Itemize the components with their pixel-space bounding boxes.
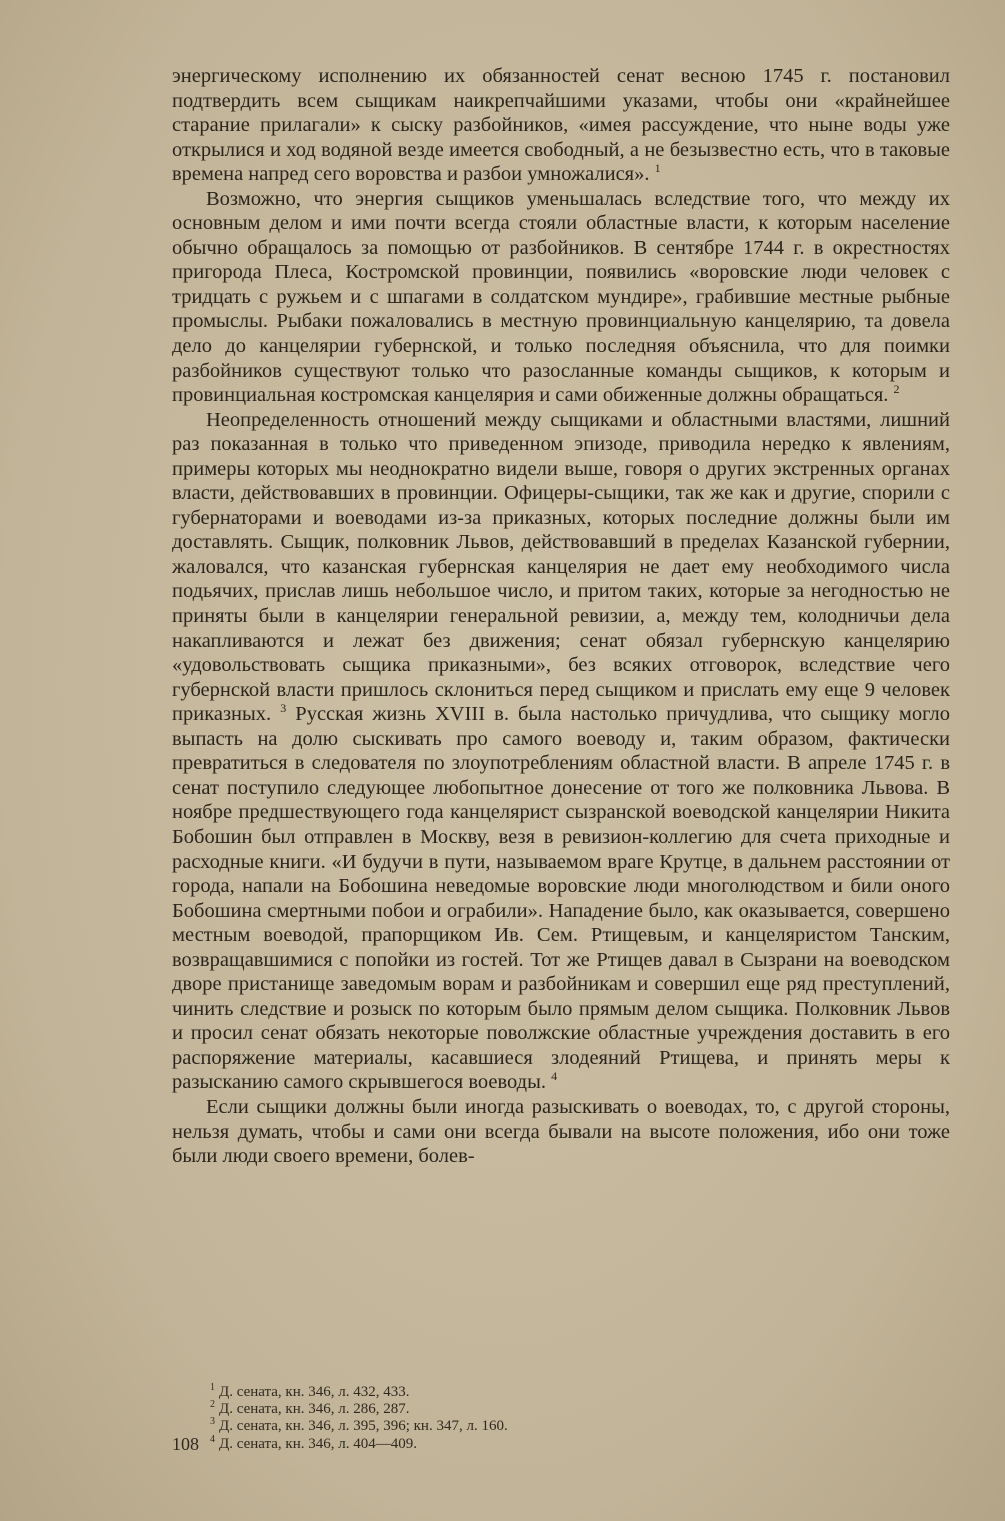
- footnote-text: Д. сената, кн. 346, л. 432, 433.: [219, 1384, 410, 1400]
- footnote-2: [210, 1401, 770, 1418]
- footnote-3: [210, 1418, 770, 1435]
- footnote-ref[interactable]: 1: [654, 161, 661, 176]
- footnote-4: [210, 1433, 770, 1453]
- footnote-text: Д. сената, кн. 346, л. 286, 287.: [219, 1401, 410, 1418]
- paragraph-text: Возможно, что энергия сыщиков уменьшалась вследствие того, что между их основным делом и ими почти всегда стояли областные власти, к которым население обычно обращалось за помощью от разбойников. В сентябре 1744 г. в окрестностях пригорода Плеса, Костромской провинции, появились «воровские люди человек с тридцать с ружьем и с шпагами в солдатском мундире», грабившие местные рыбные промыслы. Рыбаки пожаловались в местную провинциальную канцелярию, та довела дело до канцелярии губернской, и только последняя объяснила, что для поимки разбойников существуют только что разосланные команды сыщиков, к которым и провинциальная костромская канцелярия и сами обиженные должны обращаться.: [172, 187, 950, 407]
- paragraph-4: [172, 1095, 950, 1169]
- footnote-number: 2: [210, 1399, 215, 1411]
- footnote-ref[interactable]: 2: [893, 382, 900, 397]
- paragraph-text: Неопределенность отношений между сыщиками и областными властями, лишний раз показанная в только что приведенном эпизоде, приводила нередко к явлениям, примеры которых мы неоднократно видели выше, говоря о других экстренных органах власти, действовавших в провинции. Офицеры-сыщики, так же как и другие, спорили с губернаторами и воеводами из-за приказных, которых последние должны были им доставлять. Сыщик, полковник Львов, действовавший в пределах Казанской губернии, жаловался, что казанская губернская канцелярия не дает ему необходимого числа подьячих, прислав лишь небольшое число, и притом таких, которые за негодностью не приняты были в канцелярии генеральной ревизии, а, между тем, колодничьи дела накапливаются и лежат без движения; сенат обязал губернскую канцелярию «удовольствовать сыщика приказными», без всяких отговорок, вследствие чего губернской власти пришлось склониться перед сыщиком и прислать ему еще 9 человек приказных.: [172, 408, 950, 726]
- paragraph-1: [172, 64, 950, 187]
- page-number: 108: [172, 1434, 199, 1454]
- paragraph-text: Если сыщики должны были иногда разыскивать о воеводах, то, с другой стороны, нельзя думать, чтобы и сами они всегда бывали на высоте положения, ибо они тоже были люди своего времени, болев-: [172, 1095, 950, 1168]
- body-text: [172, 64, 950, 1169]
- footnote-ref[interactable]: 3: [280, 701, 287, 716]
- footnote-1: [210, 1384, 770, 1401]
- footnote-number: 4: [210, 1433, 215, 1445]
- footnote-number: 1: [210, 1382, 215, 1393]
- footnote-number: 3: [210, 1416, 215, 1428]
- footnote-text: Д. сената, кн. 346, л. 395, 396; кн. 347, л. 160.: [219, 1418, 508, 1435]
- footnote-text: Д. сената, кн. 346, л. 404—409.: [219, 1435, 417, 1452]
- paragraph-text: энергическому исполнению их обязанностей сенат весною 1745 г. постановил подтвердить всем сыщикам наикрепчайшими указами, чтобы они «крайнейшее старание прилагали» к сыску разбойников, «имея рассуждение, что ныне воды уже открылися и ход водяной везде имеется свободный, а не безызвестно есть, что в таковые времена напред сего воровства и разбои умножалися».: [172, 65, 950, 186]
- paragraph-3: [172, 408, 950, 1095]
- footnotes: [210, 1384, 770, 1453]
- paragraph-2: [172, 187, 950, 408]
- paragraph-text: Русская жизнь XVIII в. была настолько причудлива, что сыщику могло выпасть на долю сыскивать про самого воеводу и, таким образом, фактически превратиться в следователя по злоупотреблениям областной власти. В апреле 1745 г. в сенат поступило следующее любопытное донесение от того же полковника Львова. В ноябре предшествующего года канцелярист сызранской воеводской канцелярии Никита Бобошин был отправлен в Москву, везя в ревизион-коллегию для счета приходные и расходные книги. «И будучи в пути, называемом враге Крутце, в дальнем расстоянии от города, напали на Бобошина неведомые воровские люди многолюдством и били оного Бобошина смертными побои и ограбили». Нападение было, как оказывается, совершено местным воеводой, прапорщиком Ив. Сем. Ртищевым, и канцеляристом Танским, возвращавшимися с попойки из гостей. Тот же Ртищев давал в Сызрани на воеводском дворе пристанище заведомым ворам и разбойникам и совершил еще ряд преступлений, чинить следствие и розыск по которым было прямым делом сыщика. Полковник Львов и просил сенат обязать некоторые поволжские областные учреждения доставить в его распоряжение материалы, касавшиеся злодеяний Ртищева, и принять меры к разысканию самого скрывшегося воеводы.: [172, 703, 950, 1094]
- footnote-ref[interactable]: 4: [551, 1069, 558, 1084]
